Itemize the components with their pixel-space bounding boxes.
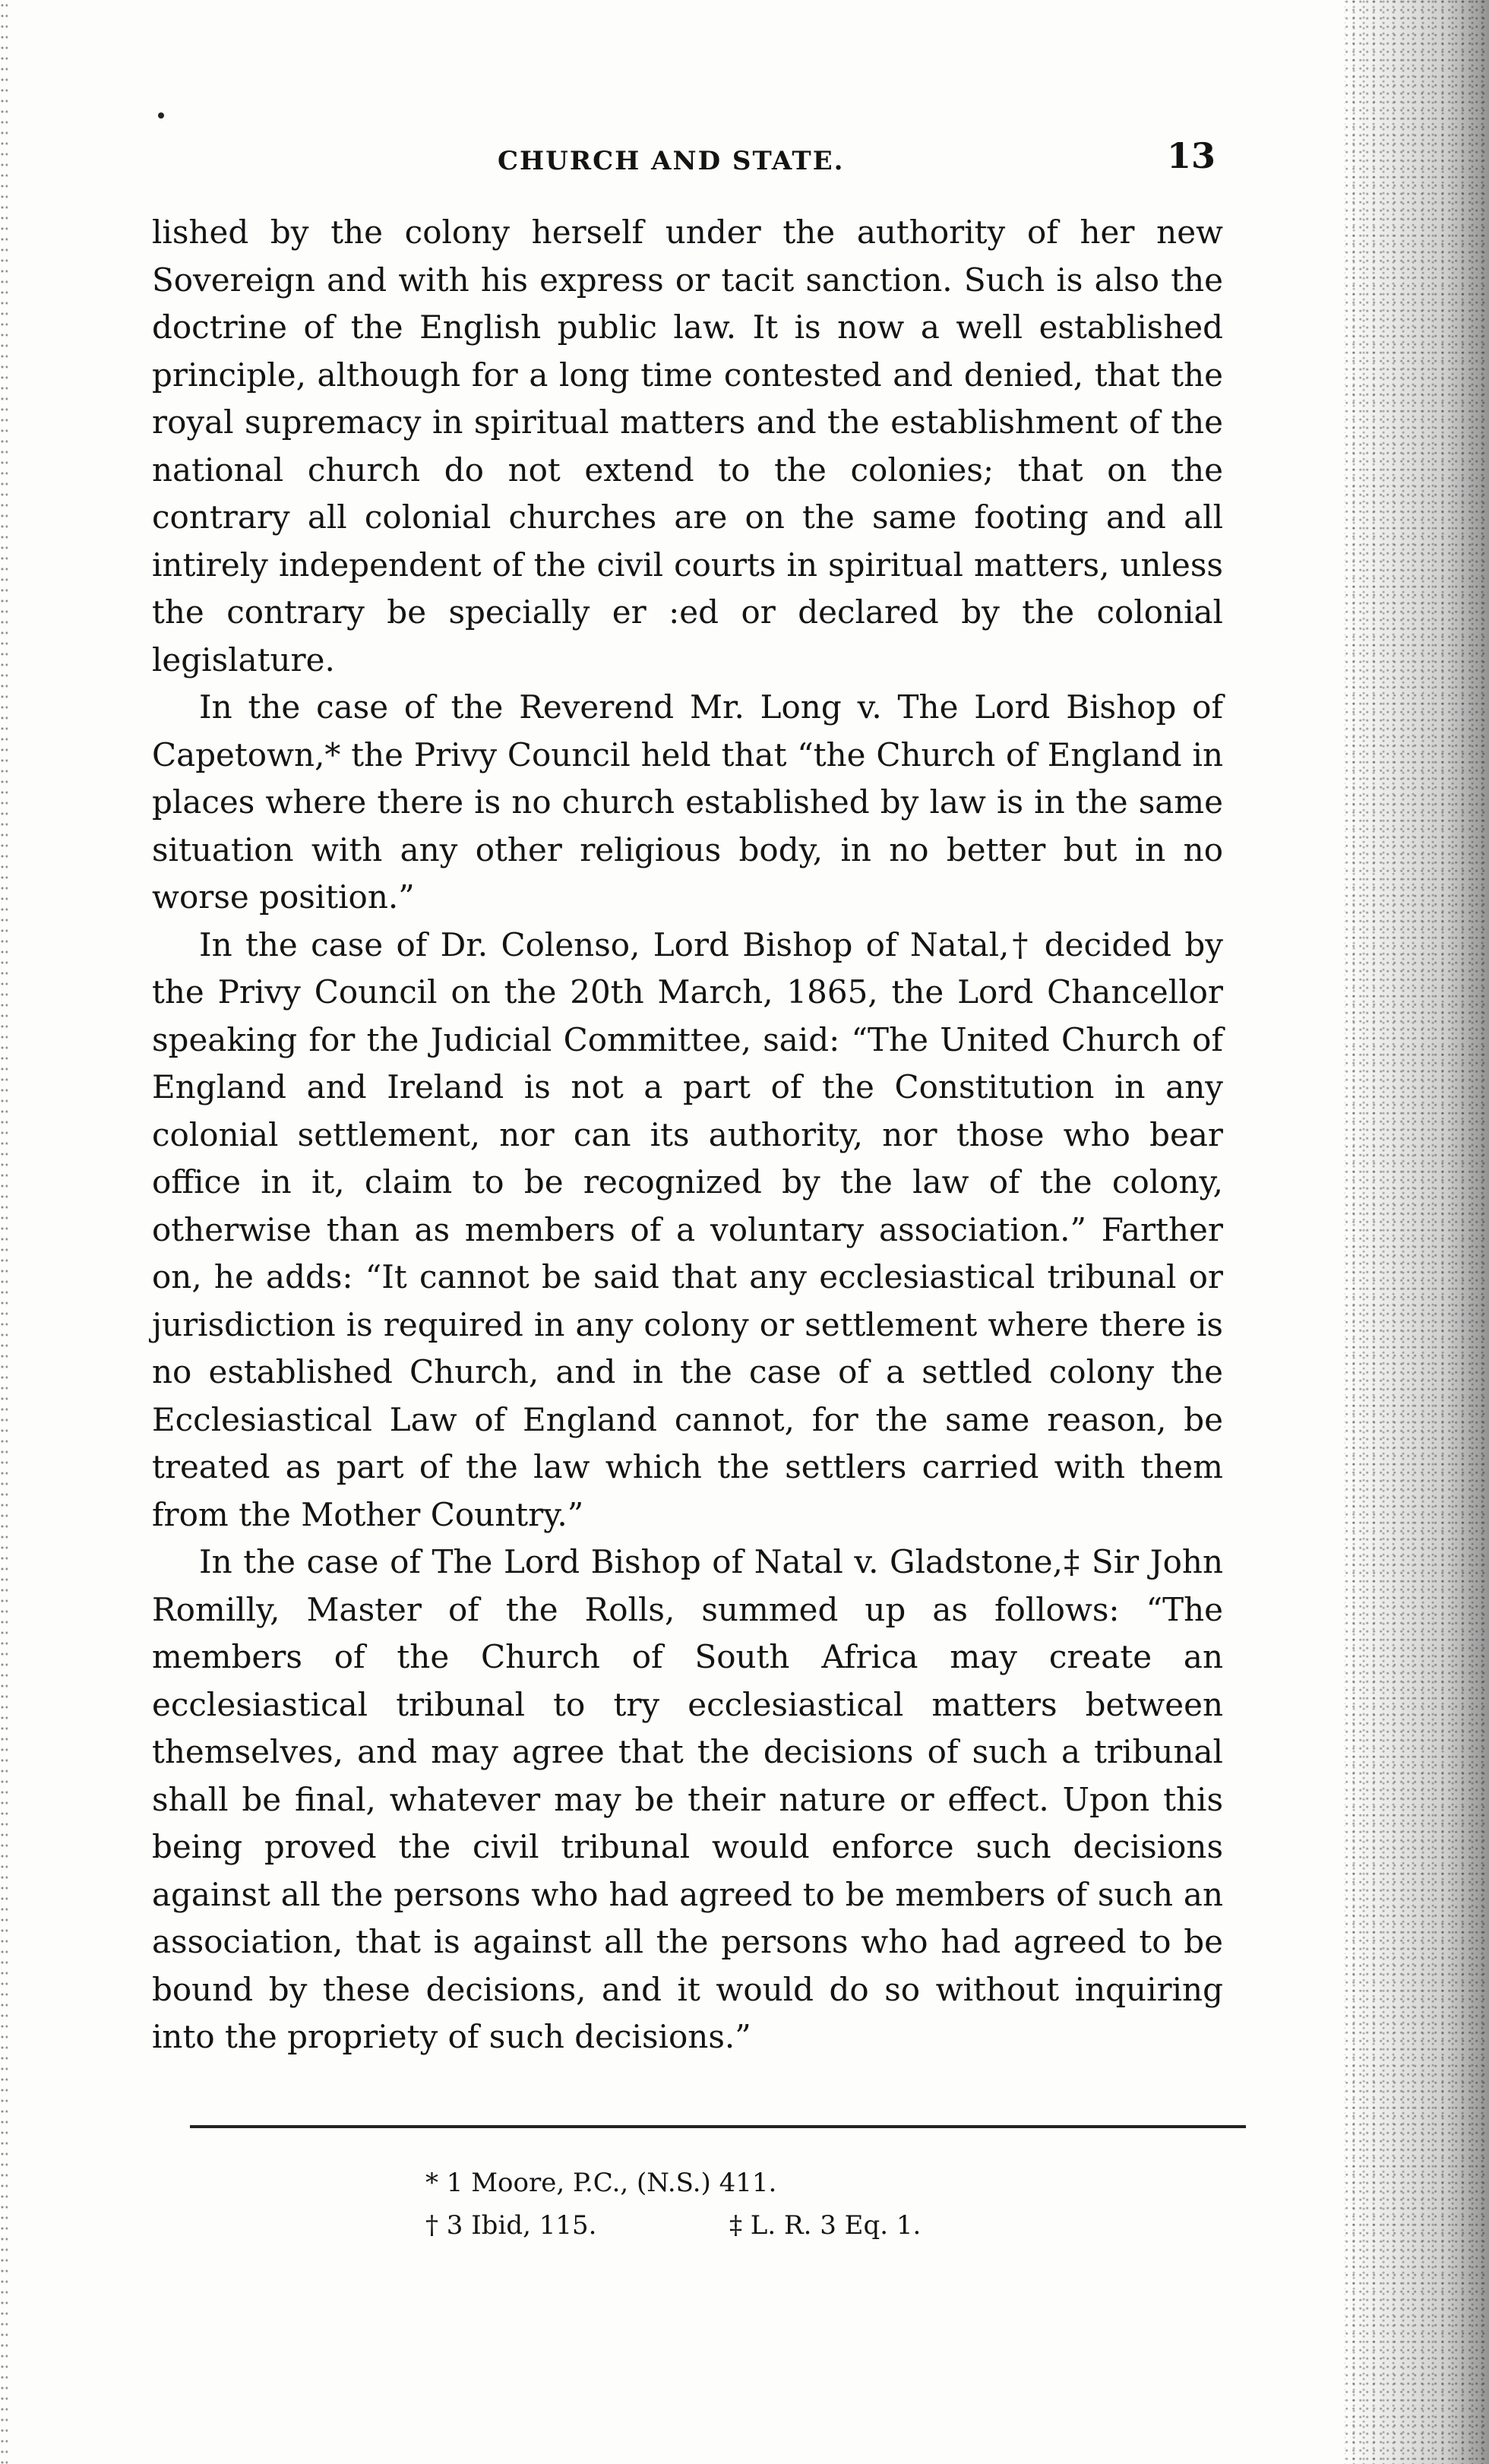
paragraph: In the case of the Reverend Mr. Long v. The Lord Bishop of Capetown,* the Privy Council held that “the Church of England in places where there is no church established by law is in the same situation with any other religious body, in no better but in no worse position.”	[152, 688, 1223, 916]
page-header	[152, 135, 1216, 185]
paragraph: In the case of The Lord Bishop of Natal v. Gladstone,‡ Sir John Romilly, Master of the Rolls, summed up as follows: “The members of the Church of South Africa may create an ecclesiastical tribunal to try ecclesiastical matters between themselves, and may agree that the decisions of such a tribunal shall be final, whatever may be their nature or effect. Upon this being proved the civil tribunal would enforce such decisions against all the persons who had agreed to be members of such an association, that is against all the persons who had agreed to be bound by these decisions, and it would do so without inquiring into the propriety of such decisions.”	[152, 1543, 1223, 2055]
page-number: 13	[1166, 135, 1216, 176]
footnote: † 3 Ibid, 115.	[425, 2210, 597, 2241]
footnote: ‡ L. R. 3 Eq. 1.	[729, 2210, 922, 2241]
footnote: * 1 Moore, P.C., (N.S.) 411.	[425, 2168, 777, 2198]
running-title: CHURCH AND STATE.	[498, 146, 845, 176]
body-text	[152, 209, 1223, 2061]
paragraph: lished by the colony herself under the authority of her new Sovereign and with his express or tacit sanction. Such is also the doctrine of the English public law. It is now a well established principle, although for a long time contested and denied, that the royal supremacy in spiritual matters and the establishment of the national church do not extend to the colonies; that on the contrary all colonial churches are on the same footing and all intirely independent of the civil courts in spiritual matters, unless the contrary be specially er :ed or declared by the colonial legislature.	[152, 214, 1223, 678]
footnote-row	[425, 2204, 1109, 2247]
scan-left-edge	[0, 0, 8, 2464]
scan-edge-noise	[1345, 0, 1489, 2464]
footnote-rule	[190, 2125, 1246, 2128]
scan-speck	[158, 112, 164, 119]
footnote-row	[425, 2162, 1109, 2204]
paragraph: In the case of Dr. Colenso, Lord Bishop of Natal,† decided by the Privy Council on the 20th March, 1865, the Lord Chancellor speaking for the Judicial Committee, said: “The United Church of England and Ireland is not a part of the Constitution in any colonial settlement, nor can its authority, nor those who bear office in it, claim to be recognized by the law of the colony, otherwise than as members of a voluntary association.” Farther on, he adds: “It cannot be said that any ecclesiastical tribunal or jurisdiction is required in any colony or settlement where there is no established Church, and in the case of a settled colony the Ecclesiastical Law of England cannot, for the same reason, be treated as part of the law which the settlers carried with them from the Mother Country.”	[152, 925, 1223, 1533]
footnotes	[425, 2162, 1109, 2247]
